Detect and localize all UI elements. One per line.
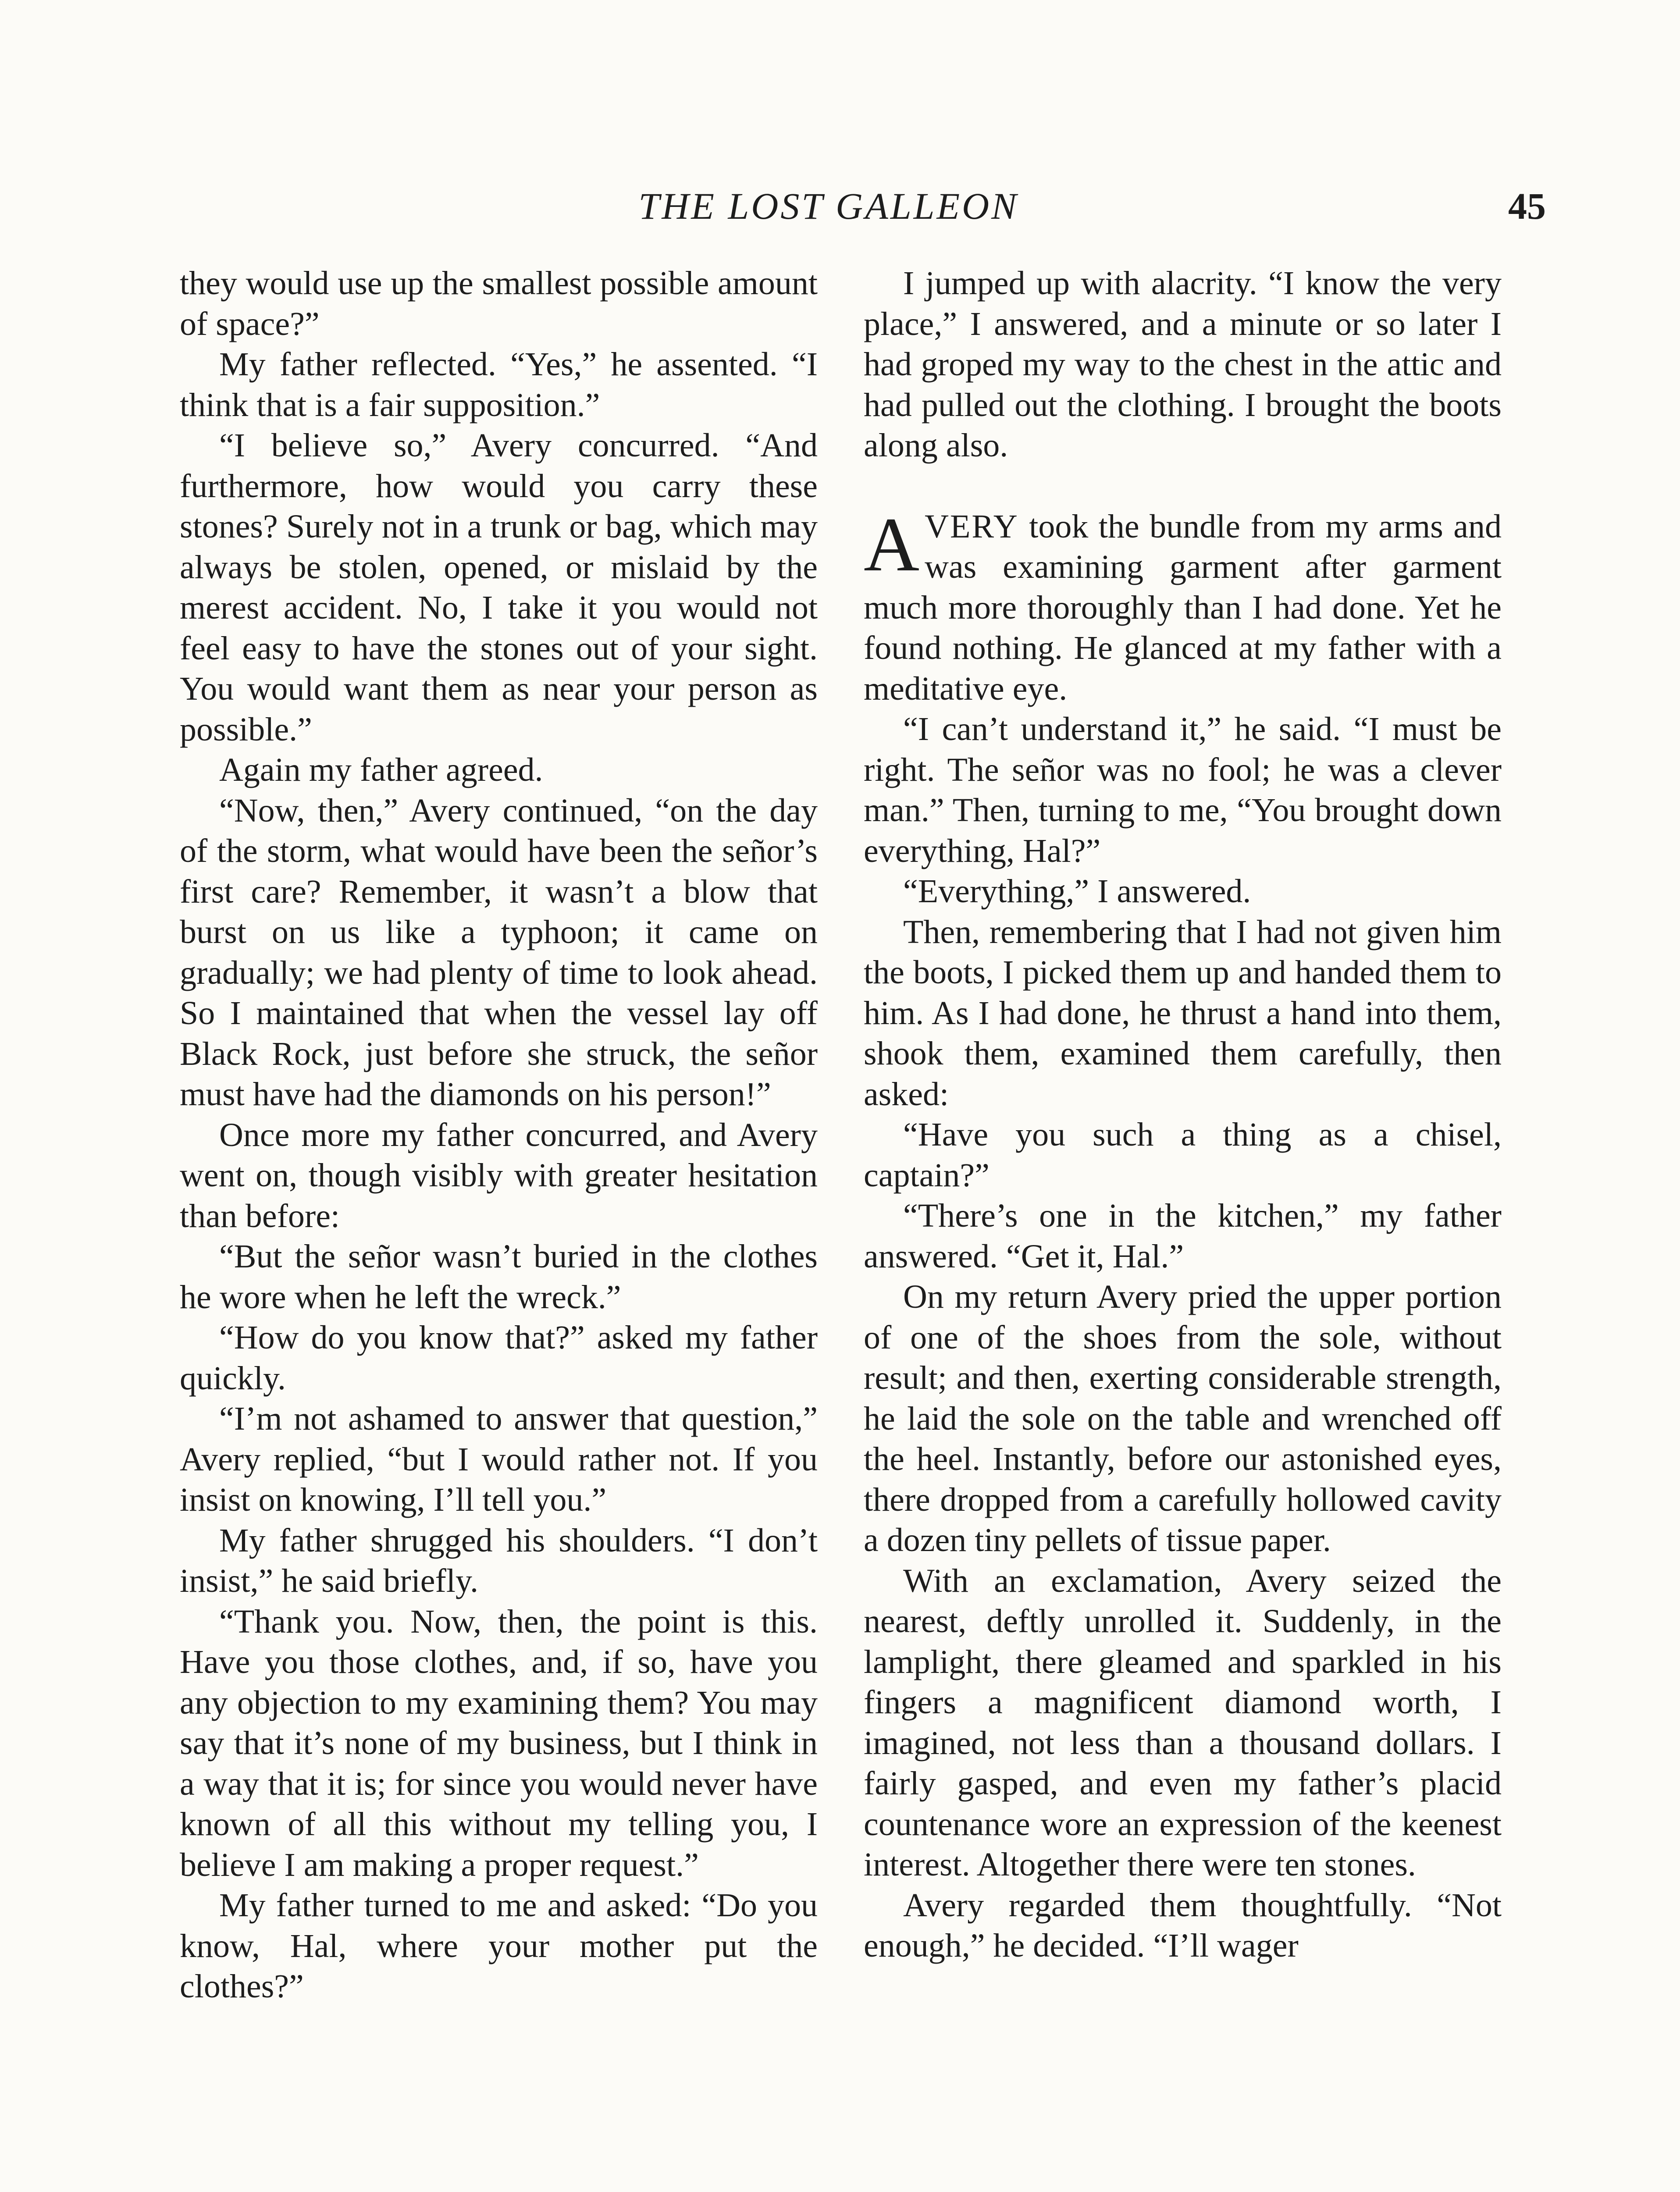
paragraph: “There’s one in the kitchen,” my father answered. “Get it, Hal.”	[864, 1197, 1502, 1275]
running-title: THE LOST GALLEON	[638, 185, 1019, 227]
small-caps-lead: VERY	[925, 508, 1019, 545]
paragraph: they would use up the smallest possible amount of space?”	[180, 265, 818, 342]
paragraph: My father turned to me and asked: “Do you know, Hal, where your mother put the clothes?”	[180, 1887, 818, 2005]
paragraph: “I can’t understand it,” he said. “I must be right. The señor was no fool; he was a clever man.” Then, turning to me, “You brought down everything, Hal?”	[864, 711, 1502, 869]
paragraph: “How do you know that?” asked my father quickly.	[180, 1319, 818, 1397]
left-column	[180, 263, 818, 2007]
paragraph: Avery regarded them thoughtfully. “Not enough,” he decided. “I’ll wager	[864, 1886, 1502, 1964]
page-header	[0, 184, 1680, 237]
page-number: 45	[1508, 185, 1546, 227]
paragraph: Once more my father concurred, and Avery went on, though visibly with greater hesitation than before:	[180, 1116, 818, 1235]
paragraph: With an exclamation, Avery seized the nearest, deftly unrolled it. Suddenly, in the lamplight, there gleamed and sparkled in his fingers a magnificent diamond worth, I imagined, not less than a thousand dollars. I fairly gasped, and even my father’s placid countenance wore an expression of the keenest interest. Altogether there were ten stones.	[864, 1562, 1502, 1883]
paragraph: “I believe so,” Avery concurred. “And furthermore, how would you carry these stones? Surely not in a trunk or bag, which may always be stolen, opened, or mislaid by the merest accident. No, I take it you would not feel easy to have the stones out of your sight. You would want them as near your person as possible.”	[180, 427, 818, 748]
paragraph: “Now, then,” Avery continued, “on the day of the storm, what would have been the señor’s first care? Remember, it wasn’t a blow that burst on us like a typhoon; it came on gradually; we had plenty of time to look ahead. So I maintained that when the vessel lay off Black Rock, just before she struck, the señor must have had the diamonds on his person!”	[180, 792, 818, 1113]
paragraph: “Everything,” I answered.	[903, 873, 1251, 910]
paragraph: I jumped up with alacrity. “I know the very place,” I answered, and a minute or so later I had groped my way to the chest in the attic and had pulled out the clothing. I brought the boots along also.	[864, 265, 1502, 464]
paragraph: “Have you such a thing as a chisel, captain?”	[864, 1116, 1502, 1194]
paragraph: On my return Avery pried the upper portion of one of the shoes from the sole, without result; and then, exerting considerable strength, he laid the sole on the table and wrenched off the heel. Instantly, before our astonished eyes, there dropped from a carefully hollowed cavity a dozen tiny pellets of tissue paper.	[864, 1278, 1502, 1559]
paragraph: Then, remembering that I had not given him the boots, I picked them up and handed them to him. As I had done, he thrust a hand into them, shook them, examined them carefully, then asked:	[864, 913, 1502, 1113]
drop-cap: A	[864, 502, 920, 587]
paragraph: My father reflected. “Yes,” he assented. “I think that is a fair supposition.”	[180, 346, 818, 423]
paragraph-text: took the bundle from my arms and was examining garment after garment much more thoroughly than I had done. Yet he found nothing. He glanced at my father with a meditative eye.	[864, 508, 1502, 707]
right-column	[864, 263, 1502, 1966]
paragraph: “I’m not ashamed to answer that question,” Avery replied, “but I would rather not. If you insist on knowing, I’ll tell you.”	[180, 1400, 818, 1518]
paragraph: “But the señor wasn’t buried in the clothes he wore when he left the wreck.”	[180, 1238, 818, 1316]
paragraph: “Thank you. Now, then, the point is this. Have you those clothes, and, if so, have you any objection to my examining them? You may say that it’s none of my business, but I think in a way that it is; for since you would never have known of all this without my telling you, I believe I am making a proper request.”	[180, 1603, 818, 1883]
paragraph: Again my father agreed.	[219, 751, 543, 788]
section-opening-paragraph	[864, 502, 1502, 709]
paragraph: My father shrugged his shoulders. “I don’t insist,” he said briefly.	[180, 1522, 818, 1599]
